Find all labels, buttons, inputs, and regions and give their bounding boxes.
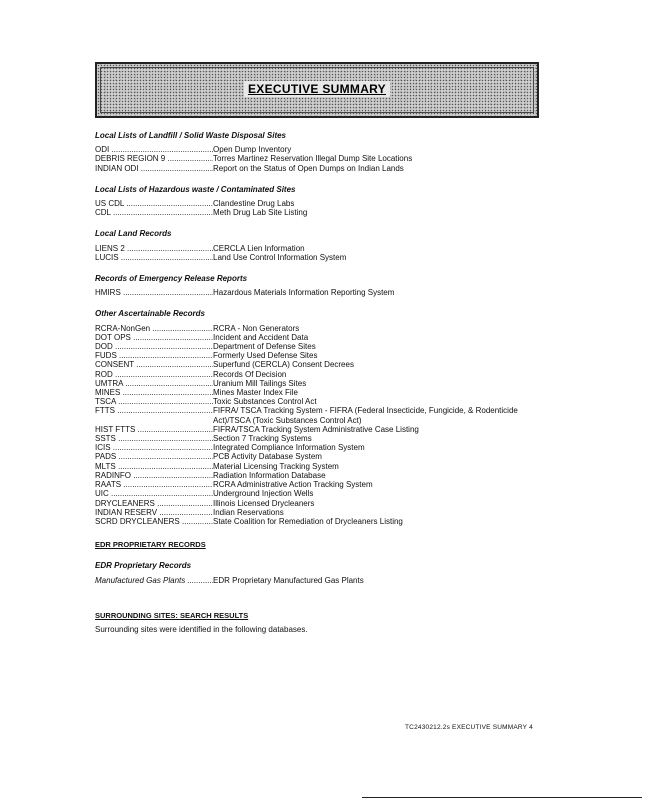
record-row [95,360,555,369]
surrounding-sites-text: Surrounding sites were identified in the following databases. [95,624,308,634]
record-desc: Land Use Control Information System [213,252,347,262]
record-row [95,154,555,163]
section-heading-emergency: Records of Emergency Release Reports [95,274,248,284]
page-title: EXECUTIVE SUMMARY [244,81,390,97]
record-key: FUDS ..... [95,351,213,360]
record-row [95,434,555,443]
record-key: TSCA ..... [95,397,213,406]
record-desc: PCB Activity Database System [213,452,322,462]
record-row [95,199,555,208]
section-heading-land-records: Local Land Records [95,229,172,239]
record-desc: State Coalition for Remediation of Drycleaners Listing [213,516,403,526]
record-desc: Integrated Compliance Information System [213,443,365,453]
record-row [95,370,555,379]
record-key: PADS ..... [95,452,213,461]
record-desc: FIFRA/ TSCA Tracking System - FIFRA (Federal Insecticide, Fungicide, & Rodenticide Act)/TSCA (Toxic Substances Control Act) [213,406,518,425]
record-row [95,489,555,498]
record-row [95,164,555,173]
record-desc: Report on the Status of Open Dumps on Indian Lands [213,163,404,173]
record-desc: Hazardous Materials Information Reporting System [213,288,395,298]
record-key: CONSENT ..... [95,360,213,369]
record-row [95,253,555,262]
record-desc: EDR Proprietary Manufactured Gas Plants [213,575,364,585]
record-row [95,145,555,154]
page-footer: TC2430212.2s EXECUTIVE SUMMARY 4 [405,724,533,731]
record-key: LUCIS ..... [95,253,213,262]
bottom-divider [362,797,642,798]
record-desc: Torres Martinez Reservation Illegal Dump Site Locations [213,154,413,164]
section-heading-edr: EDR Proprietary Records [95,561,192,571]
record-desc: Radiation Information Database [213,470,326,480]
record-key: US CDL ..... [95,199,213,208]
record-row [95,499,555,508]
record-desc: Department of Defense Sites [213,342,316,352]
record-row [95,406,555,424]
record-key: LIENS 2 ..... [95,244,213,253]
record-desc: Incident and Accident Data [213,332,309,342]
record-row [95,388,555,397]
record-key: DOT OPS ..... [95,333,213,342]
record-key: ODI ..... [95,145,213,154]
record-row [95,397,555,406]
record-desc: RCRA - Non Generators [213,323,300,333]
record-desc: Superfund (CERCLA) Consent Decrees [213,360,354,370]
record-key: FTTS ..... [95,406,213,424]
record-key: INDIAN ODI ..... [95,164,213,173]
record-key: HIST FTTS ..... [95,425,213,434]
record-desc: Mines Master Index File [213,388,298,398]
record-row [95,208,555,217]
record-desc: Open Dump Inventory [213,145,292,155]
record-desc: Uranium Mill Tailings Sites [213,378,307,388]
record-desc: Section 7 Tracking Systems [213,434,312,444]
summary-content [95,128,555,634]
record-key: UIC ..... [95,489,213,498]
record-row [95,443,555,452]
record-desc: Illinois Licensed Drycleaners [213,498,315,508]
record-row [95,508,555,517]
section-heading-other: Other Ascertainable Records [95,309,205,319]
record-key: SCRD DRYCLEANERS ..... [95,517,213,526]
surrounding-sites-heading: SURROUNDING SITES: SEARCH RESULTS [95,610,249,620]
record-key: DRYCLEANERS ..... [95,499,213,508]
record-desc: Toxic Substances Control Act [213,397,317,407]
record-row [95,288,555,297]
record-key: ICIS ..... [95,443,213,452]
record-key: INDIAN RESERV ..... [95,508,213,517]
record-key: SSTS ..... [95,434,213,443]
record-desc: CERCLA Lien Information [213,243,305,253]
record-row [95,324,555,333]
title-banner [95,62,539,118]
record-row [95,471,555,480]
section-heading-hazardous: Local Lists of Hazardous waste / Contaminated Sites [95,184,296,194]
record-row [95,517,555,526]
record-row [95,452,555,461]
record-desc: Clandestine Drug Labs [213,199,295,209]
record-row [95,379,555,388]
record-key: RCRA-NonGen ..... [95,324,213,333]
record-row [95,244,555,253]
record-desc: Meth Drug Lab Site Listing [213,208,308,218]
record-key: MLTS ..... [95,462,213,471]
record-key: ROD ..... [95,370,213,379]
record-key: RADINFO ..... [95,471,213,480]
record-desc: Records Of Decision [213,369,287,379]
record-key: RAATS ..... [95,480,213,489]
record-row [95,462,555,471]
record-key: Manufactured Gas Plants ..... [95,576,213,585]
section-heading-landfill: Local Lists of Landfill / Solid Waste Disposal Sites [95,131,286,140]
record-row [95,351,555,360]
record-key: HMIRS ..... [95,288,213,297]
record-desc: Underground Injection Wells [213,489,314,499]
record-row [95,576,555,585]
edr-proprietary-heading: EDR PROPRIETARY RECORDS [95,540,206,550]
record-key: UMTRA ..... [95,379,213,388]
record-key: DOD ..... [95,342,213,351]
record-desc: Formerly Used Defense Sites [213,351,318,361]
record-row [95,333,555,342]
record-desc: Material Licensing Tracking System [213,461,339,471]
record-row [95,342,555,351]
record-key: CDL ..... [95,208,213,217]
record-desc: Indian Reservations [213,507,284,517]
record-key: MINES ..... [95,388,213,397]
record-desc: RCRA Administrative Action Tracking System [213,480,373,490]
record-desc: FIFRA/TSCA Tracking System Administrative Case Listing [213,424,419,434]
record-row [95,425,555,434]
record-key: DEBRIS REGION 9 ..... [95,154,213,163]
record-row [95,480,555,489]
